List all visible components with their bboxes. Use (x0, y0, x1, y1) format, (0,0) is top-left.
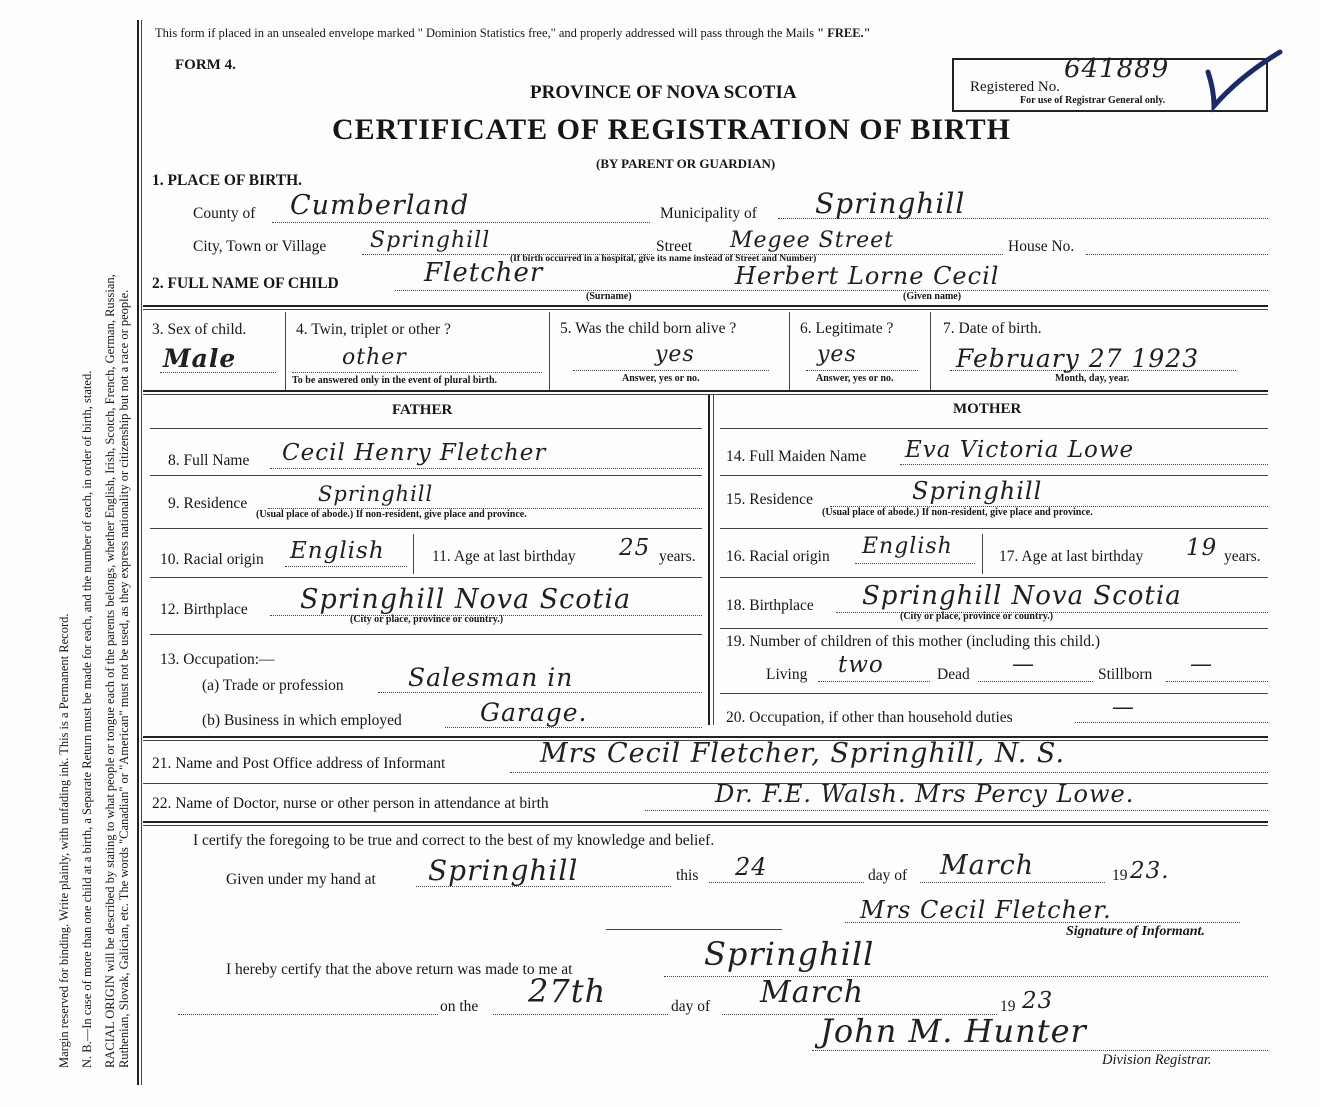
alive-note: Answer, yes or no. (622, 373, 700, 384)
father-birthplace-note: (City or place, province or country.) (350, 614, 504, 625)
stillborn-line (1166, 681, 1268, 682)
certify-statement: I certify the foregoing to be true and correct to the best of my knowledge and belief. (193, 832, 715, 849)
father-rule (150, 528, 702, 529)
informant-signature-caption: Signature of Informant. (1066, 924, 1205, 939)
registrar-year-prefix: 19 (1000, 998, 1016, 1015)
municipality-value: Springhill (815, 187, 966, 220)
legit-label: 6. Legitimate ? (800, 320, 894, 337)
certificate-title: CERTIFICATE OF REGISTRATION OF BIRTH (332, 113, 1011, 146)
twin-line (292, 372, 542, 373)
side-note-racial-origin-2: Ruthenian, Slovak, Galician, etc. The words "Canadian" or "American" must not be used, as they express nationality or citizenship but not a race or people. (117, 289, 131, 1068)
informant-signature-line (845, 922, 1240, 923)
surname-caption: (Surname) (586, 291, 632, 302)
mother-birthplace-value: Springhill Nova Scotia (862, 581, 1182, 611)
father-trade-line (378, 692, 702, 693)
left-border-inner (141, 20, 142, 1085)
box-divider (549, 312, 550, 390)
living-value: two (838, 652, 884, 678)
alive-line (573, 370, 769, 371)
doctor-rule (143, 821, 1268, 823)
mother-racial-line (855, 563, 975, 564)
mother-age-unit: years. (1224, 548, 1261, 565)
this-label: this (676, 867, 699, 884)
side-note-binding: Margin reserved for binding. Write plainly, with unfading ink. This is a Permanent Record. (57, 613, 71, 1068)
mother-age-value: 19 (1186, 535, 1218, 561)
mother-occupation-value: — (1112, 695, 1135, 720)
row-top-rule (143, 305, 1268, 307)
mother-heading: MOTHER (953, 401, 1022, 417)
dead-label: Dead (937, 666, 970, 683)
stillborn-value: — (1190, 652, 1213, 677)
father-age-value: 25 (619, 535, 651, 561)
father-racial-value: English (290, 538, 385, 564)
living-label: Living (766, 666, 808, 683)
given-place-line (416, 886, 671, 887)
father-business-value: Garage. (480, 698, 588, 727)
father-racial-line (285, 566, 407, 567)
hospital-note: (If birth occurred in a hospital, give its name instead of Street and Number) (510, 254, 817, 264)
dayof-label: day of (868, 867, 908, 884)
registrar-day-line (493, 1014, 668, 1015)
child-name-label: 2. FULL NAME OF CHILD (152, 275, 339, 292)
mother-children-label: 19. Number of children of this mother (including this child.) (726, 633, 1101, 650)
registrar-signature: John M. Hunter (820, 1012, 1087, 1050)
twin-note: To be answered only in the event of plural birth. (292, 375, 498, 386)
mother-heading-rule (720, 428, 1268, 429)
signature-short-rule (606, 929, 782, 930)
child-name-line (395, 290, 1268, 291)
father-heading: FATHER (392, 402, 453, 418)
month-line (920, 882, 1105, 883)
legit-value: yes (817, 342, 857, 367)
mother-racial-divider (982, 534, 983, 574)
given-label: Given under my hand at (226, 871, 376, 888)
side-note-multiple-births: N. B.—In case of more than one child at a birth, a Separate Return must be made for each, and the number of each, in order of birth, stated. (80, 370, 94, 1068)
dob-line (950, 370, 1236, 371)
father-residence-value: Springhill (318, 482, 434, 506)
house-line (1086, 254, 1268, 255)
father-name-value: Cecil Henry Fletcher (282, 440, 547, 466)
mother-racial-value: English (862, 534, 953, 559)
father-trade-value: Salesman in (408, 663, 574, 692)
year-value: 23. (1130, 858, 1170, 884)
father-birthplace-label: 12. Birthplace (160, 601, 248, 618)
mother-age-label: 17. Age at last birthday (999, 548, 1144, 565)
legit-note: Answer, yes or no. (816, 373, 894, 384)
row-top-rule-2 (143, 309, 1268, 310)
father-racial-label: 10. Racial origin (160, 551, 264, 568)
street-value: Megee Street (730, 228, 894, 253)
mail-note: This form if placed in an unsealed envelope marked " Dominion Statistics free," and properly addressed will pass through the Mails " FREE." (155, 26, 871, 40)
mother-rule (720, 528, 1268, 529)
registrar-place-value: Springhill (704, 935, 875, 973)
dob-label: 7. Date of birth. (943, 320, 1042, 337)
registrar-month-value: March (760, 975, 865, 1010)
doctor-value: Dr. F.E. Walsh. Mrs Percy Lowe. (715, 780, 1135, 808)
given-place-value: Springhill (428, 854, 579, 887)
child-surname: Fletcher (424, 258, 544, 288)
father-age-label: 11. Age at last birthday (432, 548, 576, 565)
mother-rule (720, 628, 1268, 629)
box-divider (789, 312, 790, 390)
father-rule (150, 634, 702, 635)
municipality-line (778, 218, 1268, 219)
registrar-place-line (664, 976, 1268, 977)
given-caption: (Given name) (903, 291, 962, 302)
father-name-line (270, 468, 702, 469)
father-heading-rule (150, 428, 702, 429)
dob-note: Month, day, year. (1055, 373, 1130, 384)
mother-rule (720, 577, 1268, 578)
mother-rule (720, 693, 1268, 694)
sex-value: Male (163, 344, 237, 373)
dead-line (978, 681, 1093, 682)
county-label: County of (193, 205, 256, 222)
mother-name-label: 14. Full Maiden Name (726, 448, 867, 465)
alive-value: yes (655, 342, 695, 367)
twin-label: 4. Twin, triplet or other ? (296, 321, 451, 338)
registrar-day-value: 27th (528, 972, 607, 1010)
mother-birthplace-label: 18. Birthplace (726, 597, 814, 614)
registrar-caption: Division Registrar. (1102, 1052, 1212, 1068)
father-rule (150, 577, 702, 578)
mother-occupation-line (1075, 722, 1268, 723)
registrar-signature-line (812, 1050, 1268, 1051)
father-rule (150, 475, 702, 476)
year-prefix: 19 (1112, 867, 1128, 884)
city-label: City, Town or Village (193, 238, 327, 255)
province-heading: PROVINCE OF NOVA SCOTIA (530, 82, 797, 103)
mother-name-line (900, 464, 1268, 465)
registered-label: Registered No. (970, 79, 1060, 95)
house-label: House No. (1008, 238, 1075, 255)
street-label: Street (656, 238, 693, 255)
checkmark-icon (1200, 46, 1290, 116)
mother-racial-label: 16. Racial origin (726, 548, 830, 565)
row-bottom-rule-2 (143, 394, 1268, 395)
day-line (709, 882, 864, 883)
registrar-dayof-label: day of (671, 998, 711, 1015)
informant-line (510, 772, 1268, 773)
father-age-unit: years. (659, 548, 696, 565)
registrar-statement: I hereby certify that the above return was made to me at (226, 961, 573, 978)
dead-value: — (1012, 652, 1035, 677)
mother-residence-label: 15. Residence (726, 491, 813, 508)
father-residence-label: 9. Residence (168, 495, 248, 512)
dob-value: February 27 1923 (956, 344, 1200, 373)
legit-line (806, 370, 918, 371)
month-value: March (940, 850, 1035, 881)
mother-name-value: Eva Victoria Lowe (905, 437, 1135, 463)
sex-label: 3. Sex of child. (152, 321, 247, 338)
registered-number: 641889 (1064, 54, 1170, 84)
row-bottom-rule (143, 390, 1268, 392)
mother-residence-note: (Usual place of abode.) If non-resident, give place and province. (822, 507, 1093, 518)
father-business-label: (b) Business in which employed (202, 712, 402, 729)
living-line (818, 681, 930, 682)
county-value: Cumberland (290, 190, 470, 221)
mother-occupation-label: 20. Occupation, if other than household duties (726, 709, 1013, 726)
place-heading: 1. PLACE OF BIRTH. (152, 172, 303, 189)
onthe-lead-line (178, 1014, 438, 1015)
mother-residence-value: Springhill (912, 477, 1043, 505)
father-name-label: 8. Full Name (168, 452, 250, 469)
left-border (137, 20, 139, 1085)
mother-birthplace-note: (City or place, province or country.) (900, 611, 1054, 622)
side-note-racial-origin: RACIAL ORIGIN will be described by stating to what people or tongue each of the parents belongs, whether English, Irish, Scotch, French, German, Russian, (103, 274, 117, 1068)
father-residence-note: (Usual place of abode.) If non-resident, give place and province. (256, 509, 527, 520)
form-number: FORM 4. (175, 57, 236, 73)
column-divider (708, 395, 710, 725)
county-line (272, 222, 650, 223)
child-given-name: Herbert Lorne Cecil (735, 262, 1000, 290)
column-divider-2 (713, 395, 714, 725)
informant-signature: Mrs Cecil Fletcher. (860, 896, 1112, 924)
doctor-rule-2 (143, 825, 1268, 826)
box-divider (285, 312, 286, 390)
informant-value: Mrs Cecil Fletcher, Springhill, N. S. (540, 738, 1066, 769)
mother-rule (720, 475, 1268, 476)
father-birthplace-value: Springhill Nova Scotia (300, 584, 632, 615)
registrar-note: For use of Registrar General only. (1020, 95, 1166, 106)
doctor-line (645, 810, 1268, 811)
municipality-label: Municipality of (660, 205, 757, 222)
informant-label: 21. Name and Post Office address of Informant (152, 755, 446, 772)
sex-line (160, 372, 276, 373)
father-trade-label: (a) Trade or profession (202, 677, 344, 694)
city-value: Springhill (370, 228, 491, 253)
father-business-line (445, 727, 702, 728)
box-divider (930, 312, 931, 390)
certificate-subtitle: (BY PARENT OR GUARDIAN) (596, 156, 776, 171)
doctor-label: 22. Name of Doctor, nurse or other person in attendance at birth (152, 795, 549, 812)
alive-label: 5. Was the child born alive ? (560, 320, 737, 337)
twin-value: other (342, 345, 407, 370)
father-occupation-label: 13. Occupation:— (160, 651, 275, 668)
father-racial-divider (413, 534, 414, 574)
registrar-year-value: 23 (1022, 988, 1054, 1014)
onthe-label: on the (440, 998, 479, 1015)
stillborn-label: Stillborn (1098, 666, 1153, 683)
day-value: 24 (735, 853, 768, 881)
